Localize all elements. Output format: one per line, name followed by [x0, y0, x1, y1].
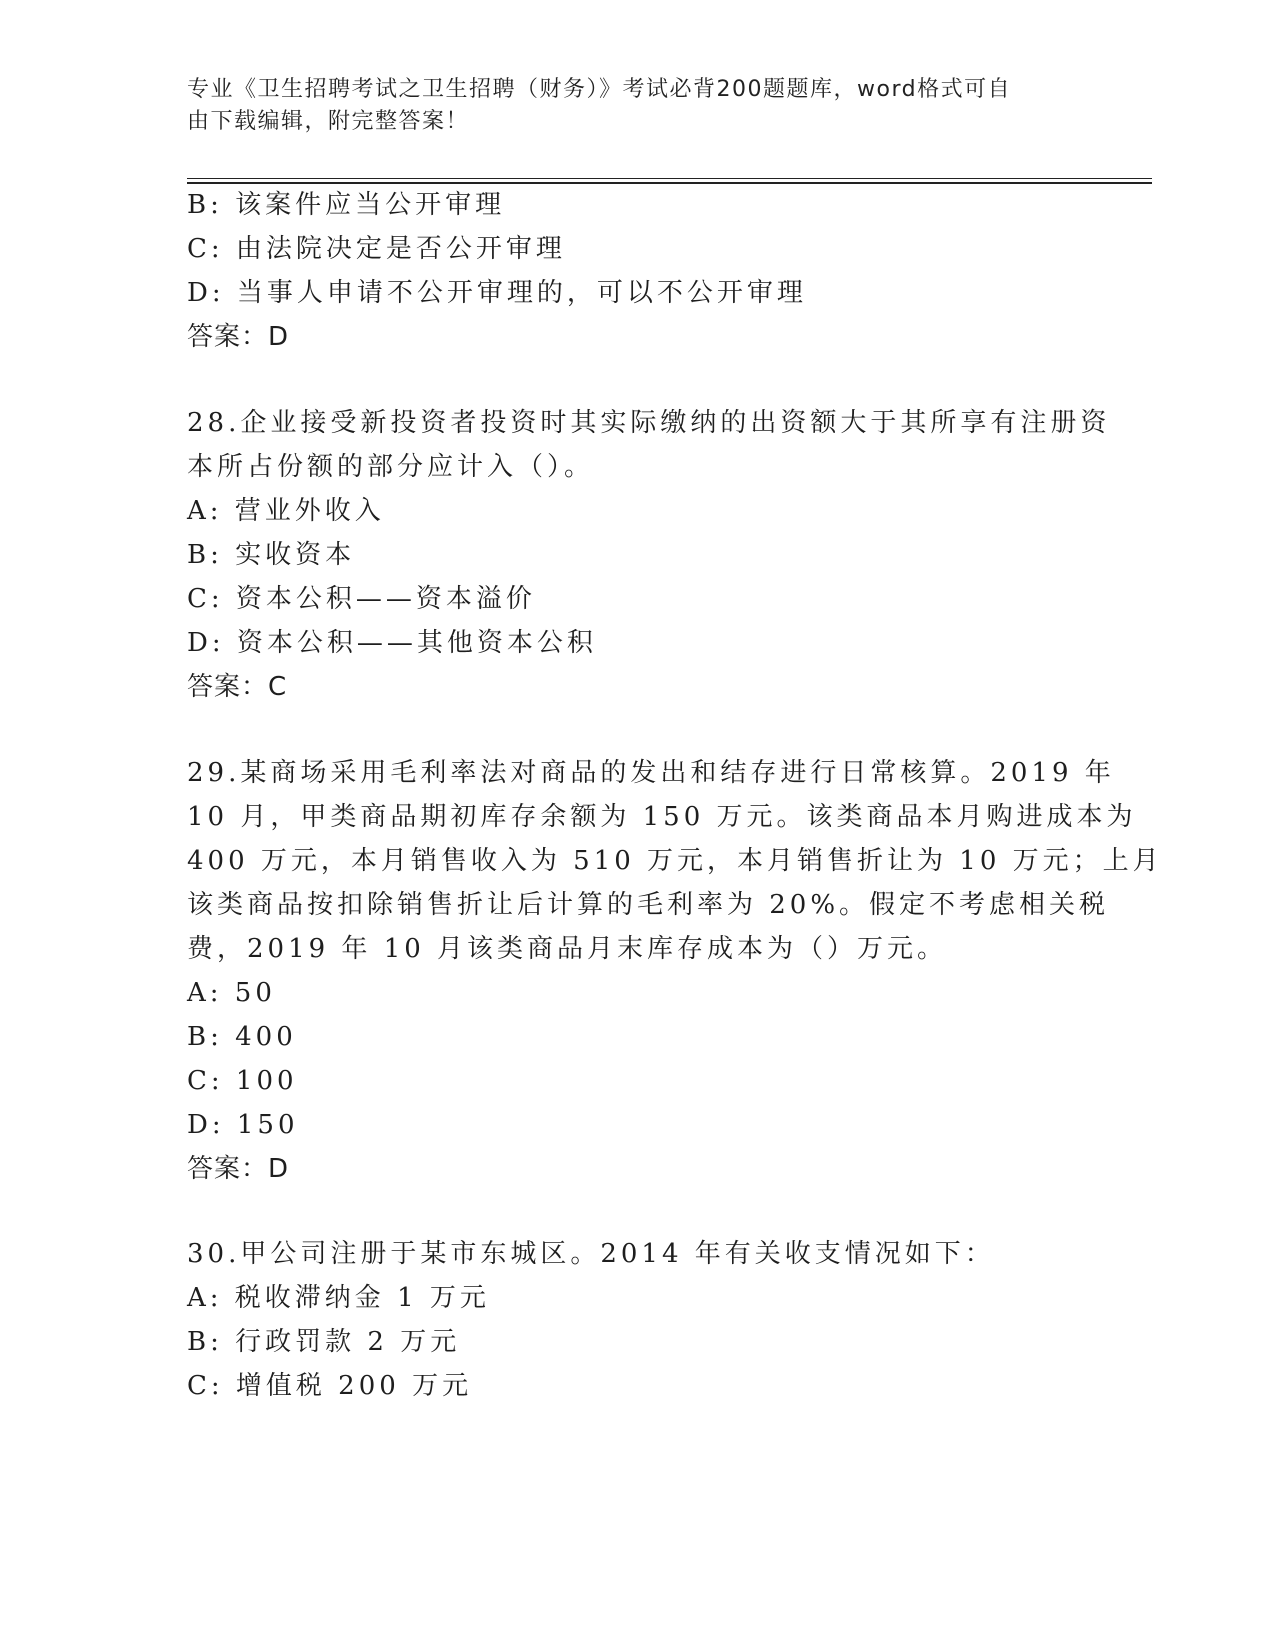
- answer-line: 答案：D: [187, 322, 290, 352]
- answer-line: 答案：D: [187, 1154, 290, 1184]
- question-text: 该类商品按扣除销售折让后计算的毛利率为 20%。假定不考虑相关税: [187, 890, 1110, 920]
- option-c: C: 资本公积——资本溢价: [187, 584, 536, 614]
- option-b: B: 该案件应当公开审理: [187, 190, 506, 220]
- header-line-2: 由下载编辑，附完整答案！: [187, 109, 470, 134]
- question-text: 400 万元，本月销售收入为 510 万元，本月销售折让为 10 万元；上月: [187, 846, 1163, 876]
- question-text: 28.企业接受新投资者投资时其实际缴纳的出资额大于其所享有注册资: [187, 408, 1111, 438]
- option-c: C: 由法院决定是否公开审理: [187, 234, 566, 264]
- option-d: D: 资本公积——其他资本公积: [187, 628, 597, 658]
- question-text: 本所占份额的部分应计入（）。: [187, 452, 595, 482]
- option-c: C: 增值税 200 万元: [187, 1371, 473, 1401]
- question-text: 30.甲公司注册于某市东城区。2014 年有关收支情况如下：: [187, 1239, 995, 1269]
- header-divider-thin: [187, 178, 1152, 179]
- option-b: B: 400: [187, 1022, 297, 1052]
- question-text: 29.某商场采用毛利率法对商品的发出和结存进行日常核算。2019 年: [187, 758, 1115, 788]
- question-text: 10 月，甲类商品期初库存余额为 150 万元。该类商品本月购进成本为: [187, 802, 1137, 832]
- option-b: B: 行政罚款 2 万元: [187, 1327, 461, 1357]
- option-d: D: 150: [187, 1110, 299, 1140]
- header-line-1: 专业《卫生招聘考试之卫生招聘（财务）》考试必背200题题库，word格式可自: [187, 77, 1012, 102]
- option-c: C: 100: [187, 1066, 298, 1096]
- option-a: A: 税收滞纳金 1 万元: [187, 1283, 490, 1313]
- option-a: A: 50: [187, 978, 276, 1008]
- option-b: B: 实收资本: [187, 540, 356, 570]
- answer-line: 答案：C: [187, 672, 288, 702]
- header-divider-thick: [187, 182, 1152, 184]
- question-text: 费，2019 年 10 月该类商品月末库存成本为（）万元。: [187, 934, 948, 964]
- option-a: A: 营业外收入: [187, 496, 385, 526]
- option-d: D: 当事人申请不公开审理的，可以不公开审理: [187, 278, 807, 308]
- document-header: [187, 74, 1067, 138]
